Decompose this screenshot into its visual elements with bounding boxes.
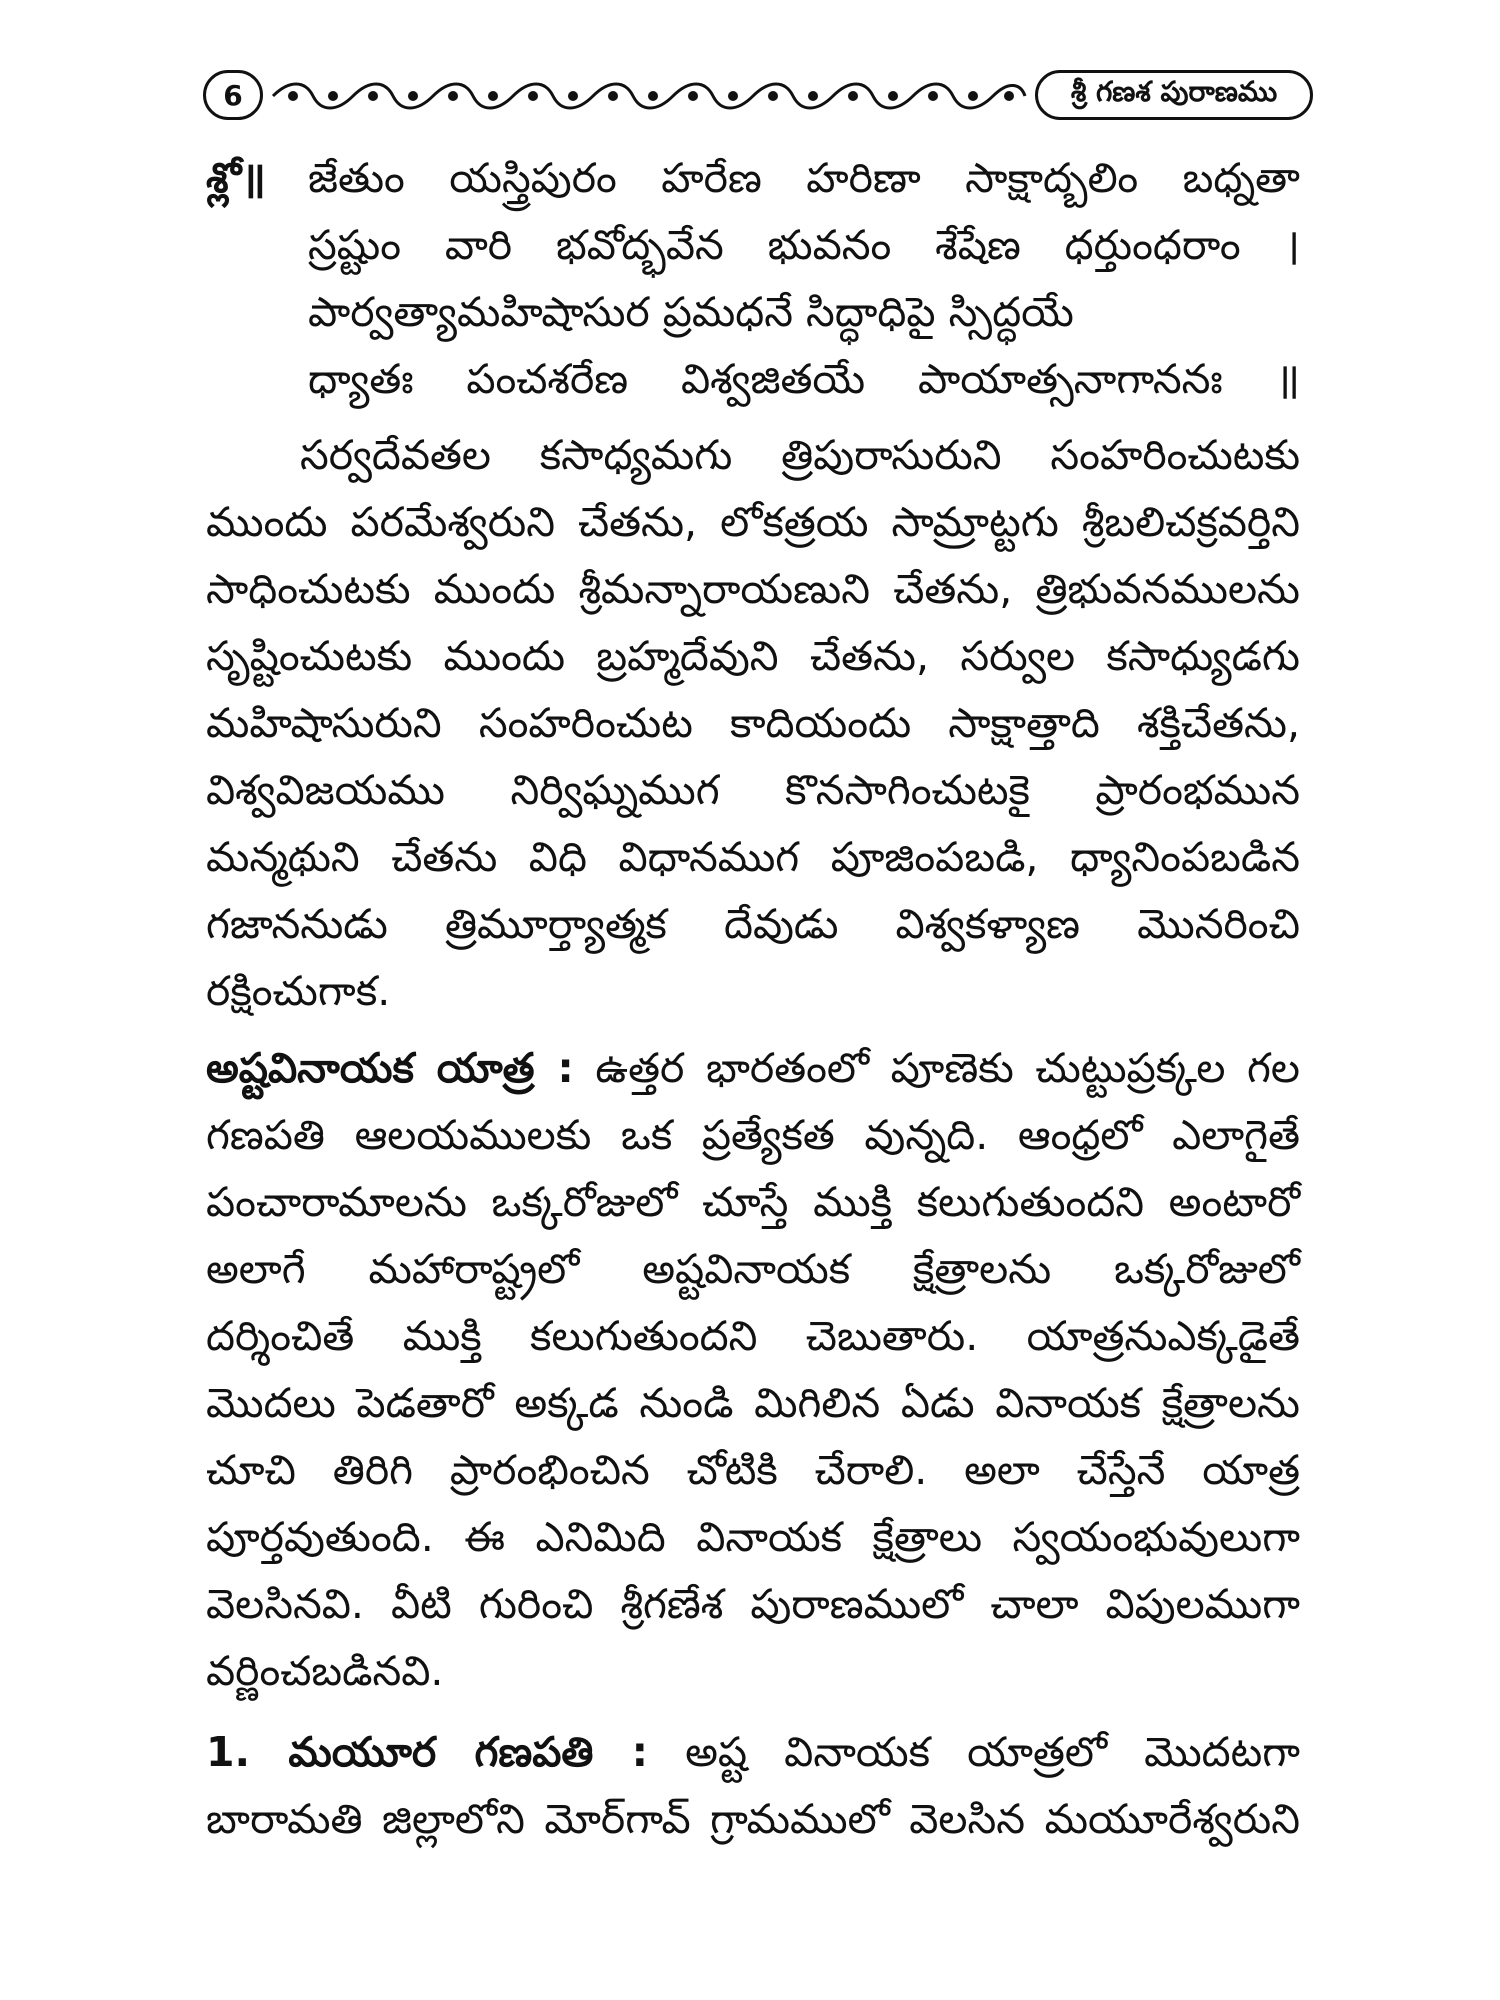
section-heading: 1. మయూర గణపతి : bbox=[206, 1728, 649, 1776]
paragraph-line: సాధించుటకు ముందు శ్రీమన్నారాయణుని చేతను, త్రిభువనములను bbox=[206, 565, 1300, 613]
section-first-line bbox=[206, 1722, 1300, 1782]
paragraph-line: మన్మథుని చేతను విధి విధానముగ పూజింపబడి, ధ్యానింపబడిన bbox=[206, 833, 1300, 881]
page-number: 6 bbox=[203, 70, 263, 120]
paragraph-line: ముందు పరమేశ్వరుని చేతను, లోకత్రయ సామ్రాట్టగు శ్రీబలిచక్రవర్తిని bbox=[206, 498, 1300, 546]
verse-line: పార్వత్యామహిషాసుర ప్రమధనే సిద్ధాధిపై స్సిద్ధయే bbox=[308, 288, 1074, 336]
verse-label: శ్లో॥ bbox=[206, 154, 266, 202]
book-title: శ్రీ గణశ పురాణము bbox=[1035, 70, 1313, 120]
section-first-line-text: ఉత్తర భారతంలో పూణెకు చుట్టుప్రక్కల గల bbox=[595, 1044, 1300, 1092]
section-first-line bbox=[206, 1038, 1300, 1098]
section-heading: అష్టవినాయక యాత్ర : bbox=[206, 1044, 574, 1092]
paragraph-line: అలాగే మహారాష్ట్రలో అష్టవినాయక క్షేత్రాలను ఒక్కరోజులో bbox=[206, 1245, 1300, 1293]
paragraph-line: పూర్తవుతుంది. ఈ ఎనిమిది వినాయక క్షేత్రాలు స్వయంభువులుగా bbox=[206, 1513, 1300, 1561]
paragraph-line: గణపతి ఆలయములకు ఒక ప్రత్యేకత వున్నది. ఆంధ్రలో ఎలాగైతే bbox=[206, 1111, 1300, 1159]
verse-line: జేతుం యస్త్రిపురం హరేణ హరిణా సాక్షాద్బలిం బధ్నతా bbox=[308, 154, 1300, 202]
verse-line: స్రష్టుం వారి భవోద్భవేన భువనం శేషేణ ధర్తుంధరాం । bbox=[308, 221, 1300, 269]
section-first-line-text: అష్ట వినాయక యాత్రలో మొదటగా bbox=[685, 1728, 1301, 1776]
verse-line: ధ్యాతః పంచశరేణ విశ్వజితయే పాయాత్సనాగాననః ॥ bbox=[308, 355, 1300, 403]
paragraph-line: వర్ణించబడినవి. bbox=[206, 1647, 444, 1695]
paragraph-line: వెలసినవి. వీటి గురించి శ్రీగణేశ పురాణములో చాలా విపులముగా bbox=[206, 1580, 1300, 1628]
page-header bbox=[203, 70, 1313, 124]
paragraph-line: గజాననుడు త్రిమూర్త్యాత్మక దేవుడు విశ్వకళ్యాణ మొనరించి bbox=[206, 900, 1300, 948]
paragraph-line: సృష్టించుటకు ముందు బ్రహ్మదేవుని చేతను, సర్వుల కసాధ్యుడగు bbox=[206, 632, 1300, 680]
paragraph-line: దర్శించితే ముక్తి కలుగుతుందని చెబుతారు. యాత్రనుఎక్కడైతే bbox=[206, 1312, 1300, 1360]
paragraph-line: బారామతి జిల్లాలోని మోర్‌గావ్ గ్రామములో వెలసిన మయూరేశ్వరుని bbox=[206, 1795, 1300, 1843]
paragraph-line: సర్వదేవతల కసాధ్యమగు త్రిపురాసురుని సంహరించుటకు bbox=[300, 431, 1300, 479]
paragraph-line: మొదలు పెడతారో అక్కడ నుండి మిగిలిన ఏడు వినాయక క్షేత్రాలను bbox=[206, 1379, 1300, 1427]
paragraph-line: చూచి తిరిగి ప్రారంభించిన చోటికి చేరాలి. అలా చేస్తేనే యాత్ర bbox=[206, 1446, 1300, 1494]
paragraph-line: మహిషాసురుని సంహరించుట కాదియందు సాక్షాత్తాది శక్తిచేతను, bbox=[206, 699, 1300, 747]
decorative-border-ornament bbox=[269, 76, 1029, 116]
paragraph-line: పంచారామాలను ఒక్కరోజులో చూస్తే ముక్తి కలుగుతుందని అంటారో bbox=[206, 1178, 1300, 1226]
paragraph-line: రక్షించుగాక. bbox=[206, 967, 391, 1015]
paragraph-line: విశ్వవిజయము నిర్విఘ్నముగ కొనసాగించుటకై ప్రారంభమున bbox=[206, 766, 1300, 814]
